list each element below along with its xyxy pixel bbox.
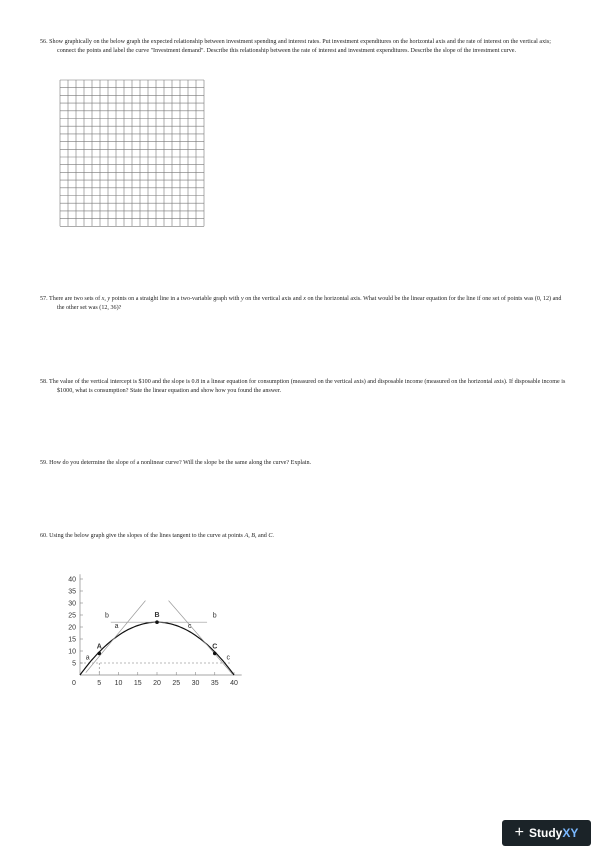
- x-tick-label: 35: [210, 680, 219, 687]
- tangent-line-label: c: [187, 623, 192, 631]
- point-b: [155, 620, 159, 624]
- question-text: The value of the vertical intercept is $100 and the slope is 0.8 in a linear equation for consumption (measured on the vertical axis) and disposable income (measured on the horizontal axis). If disposable income is $1000, what is consumption? State the linear equation and show how you found the answer.: [49, 379, 566, 395]
- grid-svg: [58, 78, 206, 228]
- question-text-part: on the vertical axis and: [243, 296, 304, 302]
- y-tick-label: 10: [68, 648, 76, 656]
- y-tick-label: 25: [68, 612, 76, 620]
- tangent-line-label: b: [104, 612, 109, 620]
- question-number: 57.: [40, 296, 48, 302]
- question-text-part: points on a straight line in a two-variable graph with: [110, 296, 241, 302]
- question-text-part: on the horizontal axis. What would be the linear equation for the line if one set of points was (0, 12) and the other set was (12, 36)?: [57, 296, 562, 312]
- plus-icon: +: [514, 824, 524, 841]
- question-text-part: x: [303, 296, 306, 302]
- x-tick-label: 15: [133, 680, 142, 687]
- tangent-line-label: a: [114, 623, 119, 631]
- question-text-part: y: [240, 296, 244, 302]
- x-tick-label: 10: [114, 680, 123, 687]
- question-text-part: x, y: [101, 296, 111, 302]
- point-label: C: [212, 643, 218, 651]
- y-tick-label: 20: [68, 624, 76, 632]
- y-tick-label: 5: [72, 660, 76, 668]
- x-tick-label: 5: [97, 680, 102, 687]
- question-text: Show graphically on the below graph the expected relationship between investment spending and interest rates. Put investment expenditures on the horizontal axis and the rate of interest on the vertical axis; connect the points and label the curve "Investment demand". Describe this relationship between the rate of interest and investment expenditures. Describe the slope of the investment curve.: [49, 39, 551, 55]
- question-number: 60.: [40, 533, 48, 539]
- question-text-part: B: [251, 533, 255, 539]
- point-label: A: [96, 643, 102, 651]
- question-text: How do you determine the slope of a nonlinear curve? Will the slope be the same along the curve? Explain.: [49, 460, 312, 466]
- question-number: 59.: [40, 460, 48, 466]
- y-tick-label: 35: [68, 588, 76, 596]
- question-text-part: , and: [254, 533, 269, 539]
- y-tick-label: 40: [68, 576, 76, 584]
- question-text-part: C: [268, 533, 273, 539]
- question-58: [40, 378, 570, 397]
- question-56: [40, 38, 570, 57]
- chart-svg: [58, 555, 268, 695]
- question-text-part: A: [244, 533, 249, 539]
- point-a: [97, 652, 101, 656]
- question-text-part: There are two sets of: [49, 296, 102, 302]
- x-tick-label: 40: [230, 680, 238, 687]
- x-tick-label: 25: [172, 680, 181, 687]
- x-tick-label: 0: [72, 680, 76, 687]
- question-text-part: ,: [248, 533, 252, 539]
- question-60: [40, 532, 570, 541]
- tangent-line-label: a: [85, 654, 90, 662]
- y-tick-label: 30: [68, 600, 76, 608]
- brand-name-main: Study: [528, 826, 563, 840]
- tangent-chart: [58, 555, 268, 700]
- point-c: [213, 652, 217, 656]
- question-number: 58.: [40, 379, 48, 385]
- x-tick-label: 30: [191, 680, 200, 687]
- question-text-part: Using the below graph give the slopes of the lines tangent to the curve at points: [49, 533, 245, 539]
- tangent-line-label: b: [212, 612, 217, 620]
- studyxy-logo: [502, 820, 591, 846]
- brand-name-accent: XY: [562, 826, 579, 840]
- curve: [80, 622, 234, 675]
- tangent-a: [86, 601, 146, 673]
- question-59: [40, 459, 570, 468]
- point-label: B: [154, 612, 160, 620]
- question-text-part: .: [272, 533, 274, 539]
- blank-graph-grid: [58, 78, 206, 233]
- question-number: 56.: [40, 39, 48, 45]
- question-57: [40, 295, 570, 314]
- tangent-line-label: c: [226, 654, 230, 662]
- y-tick-label: 15: [68, 636, 76, 644]
- x-tick-label: 20: [153, 680, 161, 687]
